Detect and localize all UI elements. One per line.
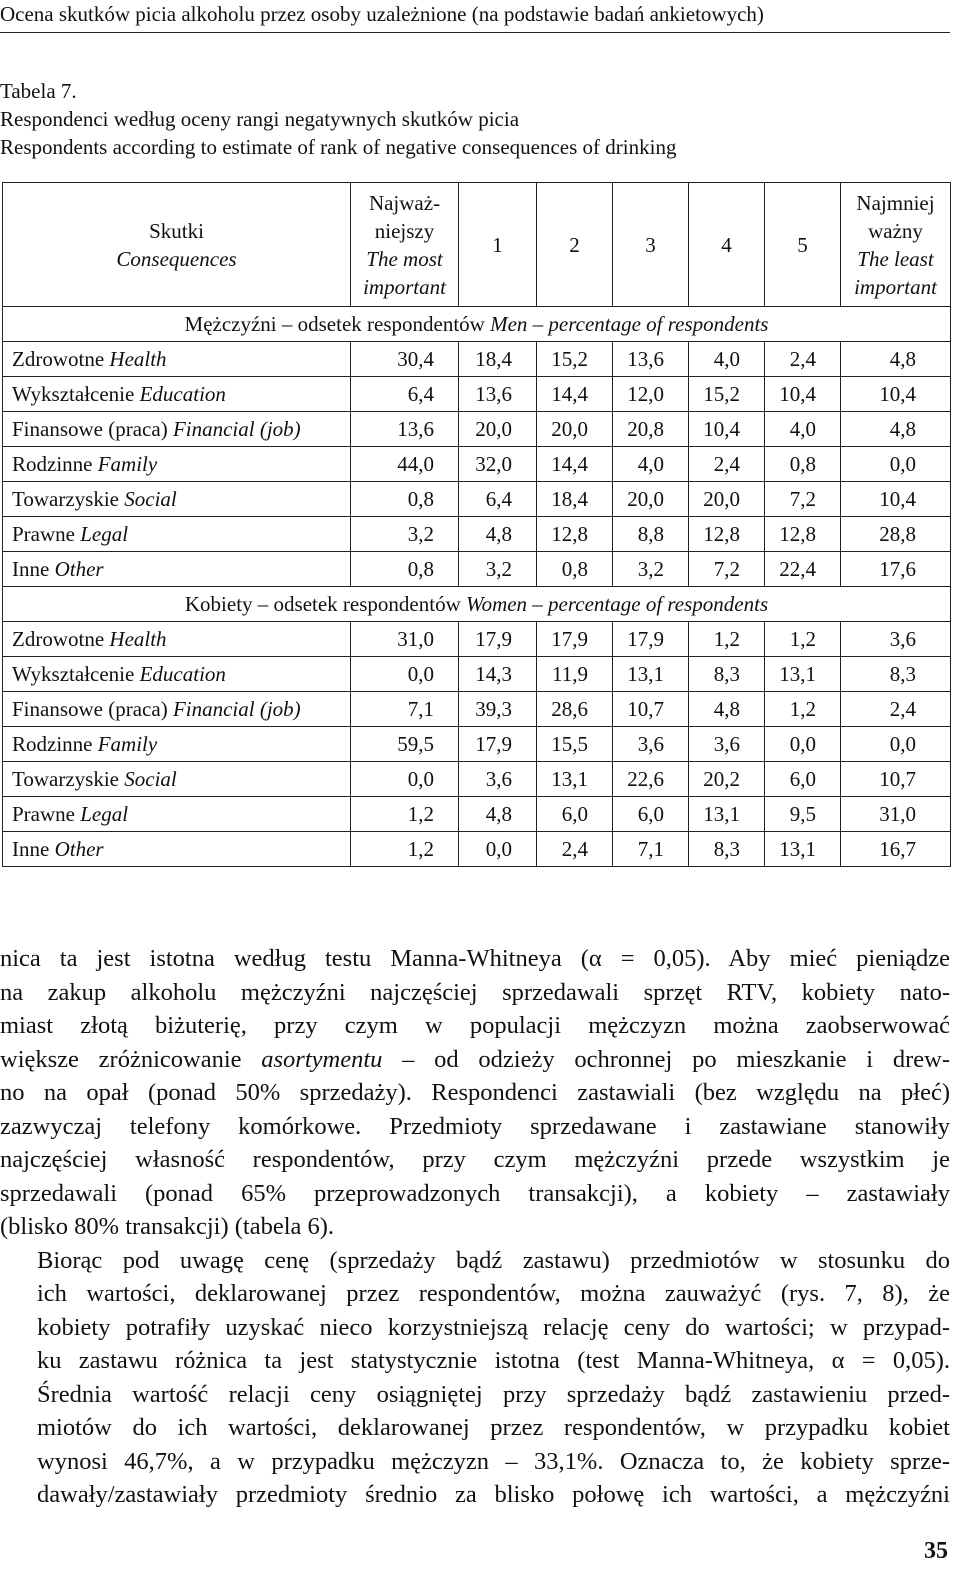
row-label xyxy=(3,622,351,657)
table-cell: 11,9 xyxy=(537,657,613,692)
table-cell: 6,0 xyxy=(765,762,841,797)
italic-term: asortymentu xyxy=(261,1045,383,1073)
table-cell: 8,8 xyxy=(613,517,689,552)
table-row xyxy=(3,377,951,412)
row-label-en: Family xyxy=(97,452,158,476)
table-cell: 13,6 xyxy=(351,412,459,447)
table-cell: 10,4 xyxy=(841,377,951,412)
table-cell: 10,7 xyxy=(613,692,689,727)
consequences-table xyxy=(2,182,951,867)
table-cell: 17,9 xyxy=(459,622,537,657)
header-consequences-en: Consequences xyxy=(116,246,237,271)
table-cell: 0,0 xyxy=(841,447,951,482)
table-cell: 4,0 xyxy=(613,447,689,482)
header-rank-5: 5 xyxy=(765,183,841,307)
table-cell: 1,2 xyxy=(765,622,841,657)
header-least-important xyxy=(841,183,951,307)
table-cell: 10,7 xyxy=(841,762,951,797)
row-label-en: Health xyxy=(109,627,167,651)
text-line: (blisko 80% transakcji) (tabela 6). xyxy=(0,1213,335,1240)
table-cell: 3,6 xyxy=(613,727,689,762)
text-line xyxy=(0,1043,950,1077)
table-cell: 14,4 xyxy=(537,377,613,412)
table-row xyxy=(3,727,951,762)
table-cell: 13,1 xyxy=(613,657,689,692)
row-label-pl: Prawne xyxy=(12,802,75,826)
table-title-pl: Respondenci według oceny rangi negatywnych skutków picia xyxy=(0,107,520,131)
table-number: Tabela 7. xyxy=(0,79,77,103)
header-most-en-2: important xyxy=(363,274,446,299)
header-most-important xyxy=(351,183,459,307)
table-cell: 3,6 xyxy=(689,727,765,762)
table-cell: 0,8 xyxy=(765,447,841,482)
header-most-pl-2: niejszy xyxy=(374,218,435,243)
table-cell: 17,9 xyxy=(537,622,613,657)
section-title-pl: Kobiety – odsetek respondentów xyxy=(184,592,461,616)
table-cell: 0,0 xyxy=(841,727,951,762)
row-label xyxy=(3,727,351,762)
table-cell: 12,8 xyxy=(765,517,841,552)
row-label xyxy=(3,832,351,867)
table-cell: 32,0 xyxy=(459,447,537,482)
header-least-en-2: important xyxy=(854,274,937,299)
row-label xyxy=(3,377,351,412)
table-cell: 0,0 xyxy=(765,727,841,762)
table-cell: 13,6 xyxy=(613,342,689,377)
table-cell: 8,3 xyxy=(689,832,765,867)
text-line: no na opał (ponad 50% sprzedaży). Respondenci zastawiali (bez względu na płeć) xyxy=(0,1079,950,1106)
table-cell: 12,8 xyxy=(537,517,613,552)
table-cell: 20,0 xyxy=(459,412,537,447)
row-label-en: Financial (job) xyxy=(172,697,301,721)
text-run: większe zróżnicowanie xyxy=(0,1045,262,1073)
table-cell: 31,0 xyxy=(351,622,459,657)
table-cell: 6,0 xyxy=(537,797,613,832)
section-header-row xyxy=(3,587,951,622)
table-cell: 7,1 xyxy=(351,692,459,727)
table-cell: 18,4 xyxy=(459,342,537,377)
table-cell: 4,0 xyxy=(765,412,841,447)
table-cell: 7,1 xyxy=(613,832,689,867)
row-label-pl: Zdrowotne xyxy=(12,347,105,371)
header-least-pl-2: ważny xyxy=(868,218,923,243)
row-label xyxy=(3,412,351,447)
text-line: nica ta jest istotna według testu Manna-Whitneya (α = 0,05). Aby mieć pieniądze xyxy=(0,945,950,972)
table-cell: 4,8 xyxy=(689,692,765,727)
row-label-pl: Inne xyxy=(12,557,50,581)
table-cell: 12,0 xyxy=(613,377,689,412)
text-line: ku zastawu różnica ta jest statystycznie istotna (test Manna-Whitneya, α = 0,05). xyxy=(37,1347,950,1374)
table-cell: 0,8 xyxy=(351,482,459,517)
row-label-pl: Prawne xyxy=(12,522,75,546)
table-row xyxy=(3,762,951,797)
table-cell: 13,6 xyxy=(459,377,537,412)
table-cell: 4,8 xyxy=(459,517,537,552)
row-label-en: Health xyxy=(109,347,167,371)
table-cell: 14,3 xyxy=(459,657,537,692)
row-label xyxy=(3,762,351,797)
header-least-pl-1: Najmniej xyxy=(856,190,935,215)
row-label-pl: Zdrowotne xyxy=(12,627,105,651)
table-row xyxy=(3,342,951,377)
table-cell: 28,6 xyxy=(537,692,613,727)
section-title-en: Men – percentage of respondents xyxy=(490,312,769,336)
table-cell: 17,6 xyxy=(841,552,951,587)
body-text xyxy=(0,942,950,1512)
row-label-pl: Finansowe (praca) xyxy=(12,417,168,441)
table-row xyxy=(3,797,951,832)
section-header-row xyxy=(3,307,951,342)
table-row xyxy=(3,622,951,657)
table-cell: 4,0 xyxy=(689,342,765,377)
table-cell: 1,2 xyxy=(351,832,459,867)
table-cell: 4,8 xyxy=(841,412,951,447)
table-cell: 3,2 xyxy=(459,552,537,587)
row-label xyxy=(3,692,351,727)
table-cell: 0,8 xyxy=(351,552,459,587)
table-cell: 22,4 xyxy=(765,552,841,587)
table-cell: 13,1 xyxy=(765,832,841,867)
section-title xyxy=(3,307,951,342)
table-cell: 20,0 xyxy=(537,412,613,447)
row-label-pl: Wykształcenie xyxy=(12,382,135,406)
table-cell: 12,8 xyxy=(689,517,765,552)
table-cell: 39,3 xyxy=(459,692,537,727)
table-cell: 28,8 xyxy=(841,517,951,552)
header-consequences xyxy=(3,183,351,307)
table-row xyxy=(3,692,951,727)
row-label xyxy=(3,342,351,377)
row-label-pl: Wykształcenie xyxy=(12,662,135,686)
text-line: wynosi 46,7%, a w przypadku mężczyzn – 33,1%. Oznacza to, że kobiety sprze- xyxy=(37,1447,950,1475)
row-label xyxy=(3,552,351,587)
text-line: Biorąc pod uwagę cenę (sprzedaży bądź zastawu) przedmiotów w stosunku do xyxy=(37,1246,950,1274)
table-row xyxy=(3,482,951,517)
header-rank-4: 4 xyxy=(689,183,765,307)
table-cell: 8,3 xyxy=(689,657,765,692)
section-title-en: Women – percentage of respondents xyxy=(466,592,769,616)
table-cell: 9,5 xyxy=(765,797,841,832)
table-cell: 31,0 xyxy=(841,797,951,832)
paragraph-2 xyxy=(0,1244,950,1512)
table-row xyxy=(3,657,951,692)
table-cell: 0,0 xyxy=(351,657,459,692)
table-cell: 44,0 xyxy=(351,447,459,482)
header-consequences-pl: Skutki xyxy=(149,218,204,243)
table-cell: 4,8 xyxy=(459,797,537,832)
section-title-pl: Mężczyźni – odsetek respondentów xyxy=(184,312,485,336)
text-line: kobiety potrafiły uzyskać nieco korzystniejszą relację ceny do wartości; w przypad- xyxy=(37,1313,950,1341)
header-least-en-1: The least xyxy=(857,246,934,271)
table-row xyxy=(3,517,951,552)
table-cell: 7,2 xyxy=(689,552,765,587)
table-title-en: Respondents according to estimate of rank of negative consequences of drinking xyxy=(0,135,677,159)
table-header-row xyxy=(3,183,951,307)
page-number: 35 xyxy=(924,1538,948,1564)
row-label-en: Social xyxy=(124,487,177,511)
row-label xyxy=(3,797,351,832)
table-cell: 3,6 xyxy=(459,762,537,797)
row-label-en: Family xyxy=(97,732,158,756)
table-cell: 1,2 xyxy=(351,797,459,832)
table-cell: 10,4 xyxy=(765,377,841,412)
table-cell: 17,9 xyxy=(459,727,537,762)
row-label-en: Financial (job) xyxy=(172,417,301,441)
table-cell: 13,1 xyxy=(765,657,841,692)
text-run: – od odzieży ochronnej po mieszkanie i drew- xyxy=(382,1045,950,1073)
table-cell: 6,4 xyxy=(459,482,537,517)
table-cell: 3,2 xyxy=(351,517,459,552)
header-most-pl-1: Najważ- xyxy=(368,190,441,215)
row-label-pl: Finansowe (praca) xyxy=(12,697,168,721)
row-label-en: Education xyxy=(139,382,226,406)
row-label xyxy=(3,482,351,517)
table-cell: 2,4 xyxy=(841,692,951,727)
table-cell: 20,8 xyxy=(613,412,689,447)
text-line: Średnia wartość relacji ceny osiągniętej przy sprzedaży bądź zastawieniu przed- xyxy=(37,1380,950,1408)
header-rank-3: 3 xyxy=(613,183,689,307)
row-label-pl: Towarzyskie xyxy=(12,487,119,511)
text-line: na zakup alkoholu mężczyźni najczęściej sprzedawali sprzęt RTV, kobiety nato- xyxy=(0,978,950,1006)
table-row xyxy=(3,447,951,482)
header-most-en-1: The most xyxy=(366,246,443,271)
table-cell: 20,2 xyxy=(689,762,765,797)
table-caption xyxy=(0,77,950,161)
table-row xyxy=(3,832,951,867)
table-cell: 13,1 xyxy=(689,797,765,832)
table-cell: 7,2 xyxy=(765,482,841,517)
table-cell: 2,4 xyxy=(537,832,613,867)
text-line: ich wartości, deklarowanej przez respondentów, można zauważyć (rys. 7, 8), że xyxy=(37,1280,950,1307)
table-cell: 8,3 xyxy=(841,657,951,692)
text-line: zazwyczaj telefony komórkowe. Przedmioty sprzedawane i zastawiane stanowiły xyxy=(0,1112,950,1140)
table-cell: 6,0 xyxy=(613,797,689,832)
table-body xyxy=(3,307,951,867)
table-cell: 4,8 xyxy=(841,342,951,377)
table-cell: 17,9 xyxy=(613,622,689,657)
row-label-en: Education xyxy=(139,662,226,686)
table-cell: 15,2 xyxy=(537,342,613,377)
table-cell: 13,1 xyxy=(537,762,613,797)
table-cell: 1,2 xyxy=(689,622,765,657)
table-row xyxy=(3,412,951,447)
table-cell: 14,4 xyxy=(537,447,613,482)
text-line: miotów do ich wartości, deklarowanej przez respondentów, w przypadku kobiet xyxy=(37,1414,950,1441)
table-cell: 22,6 xyxy=(613,762,689,797)
table-cell: 10,4 xyxy=(841,482,951,517)
row-label-pl: Towarzyskie xyxy=(12,767,119,791)
row-label-en: Other xyxy=(54,837,104,861)
row-label-en: Legal xyxy=(80,522,129,546)
row-label-pl: Rodzinne xyxy=(12,452,93,476)
text-line: sprzedawali (ponad 65% przeprowadzonych transakcji), a kobiety – zastawiały xyxy=(0,1179,950,1207)
table-cell: 15,5 xyxy=(537,727,613,762)
table-cell: 10,4 xyxy=(689,412,765,447)
table-cell: 3,6 xyxy=(841,622,951,657)
table-row xyxy=(3,552,951,587)
row-label xyxy=(3,447,351,482)
row-label xyxy=(3,657,351,692)
text-line: najczęściej własność respondentów, przy czym mężczyźni przede wszystkim je xyxy=(0,1146,950,1173)
row-label-en: Legal xyxy=(80,802,129,826)
text-line: miast złotą biżuterię, przy czym w populacji mężczyzn można zaobserwować xyxy=(0,1012,950,1039)
table-cell: 16,7 xyxy=(841,832,951,867)
row-label-en: Social xyxy=(124,767,177,791)
row-label-pl: Inne xyxy=(12,837,50,861)
section-title xyxy=(3,587,951,622)
table-cell: 15,2 xyxy=(689,377,765,412)
header-rank-1: 1 xyxy=(459,183,537,307)
table-cell: 59,5 xyxy=(351,727,459,762)
header-rank-2: 2 xyxy=(537,183,613,307)
table-cell: 2,4 xyxy=(765,342,841,377)
table-cell: 18,4 xyxy=(537,482,613,517)
table-cell: 20,0 xyxy=(689,482,765,517)
text-line: dawały/zastawiały przedmioty średnio za blisko połowę ich wartości, a mężczyźni xyxy=(37,1481,950,1508)
table-cell: 0,8 xyxy=(537,552,613,587)
table-cell: 3,2 xyxy=(613,552,689,587)
table-cell: 20,0 xyxy=(613,482,689,517)
table-cell: 0,0 xyxy=(459,832,537,867)
table-cell: 6,4 xyxy=(351,377,459,412)
table-cell: 2,4 xyxy=(689,447,765,482)
row-label xyxy=(3,517,351,552)
table-cell: 1,2 xyxy=(765,692,841,727)
table-cell: 0,0 xyxy=(351,762,459,797)
row-label-pl: Rodzinne xyxy=(12,732,93,756)
running-head: Ocena skutków picia alkoholu przez osoby uzależnione (na podstawie badań ankietowych) xyxy=(0,0,950,33)
row-label-en: Other xyxy=(54,557,104,581)
paragraph-1 xyxy=(0,942,950,1244)
table-cell: 30,4 xyxy=(351,342,459,377)
